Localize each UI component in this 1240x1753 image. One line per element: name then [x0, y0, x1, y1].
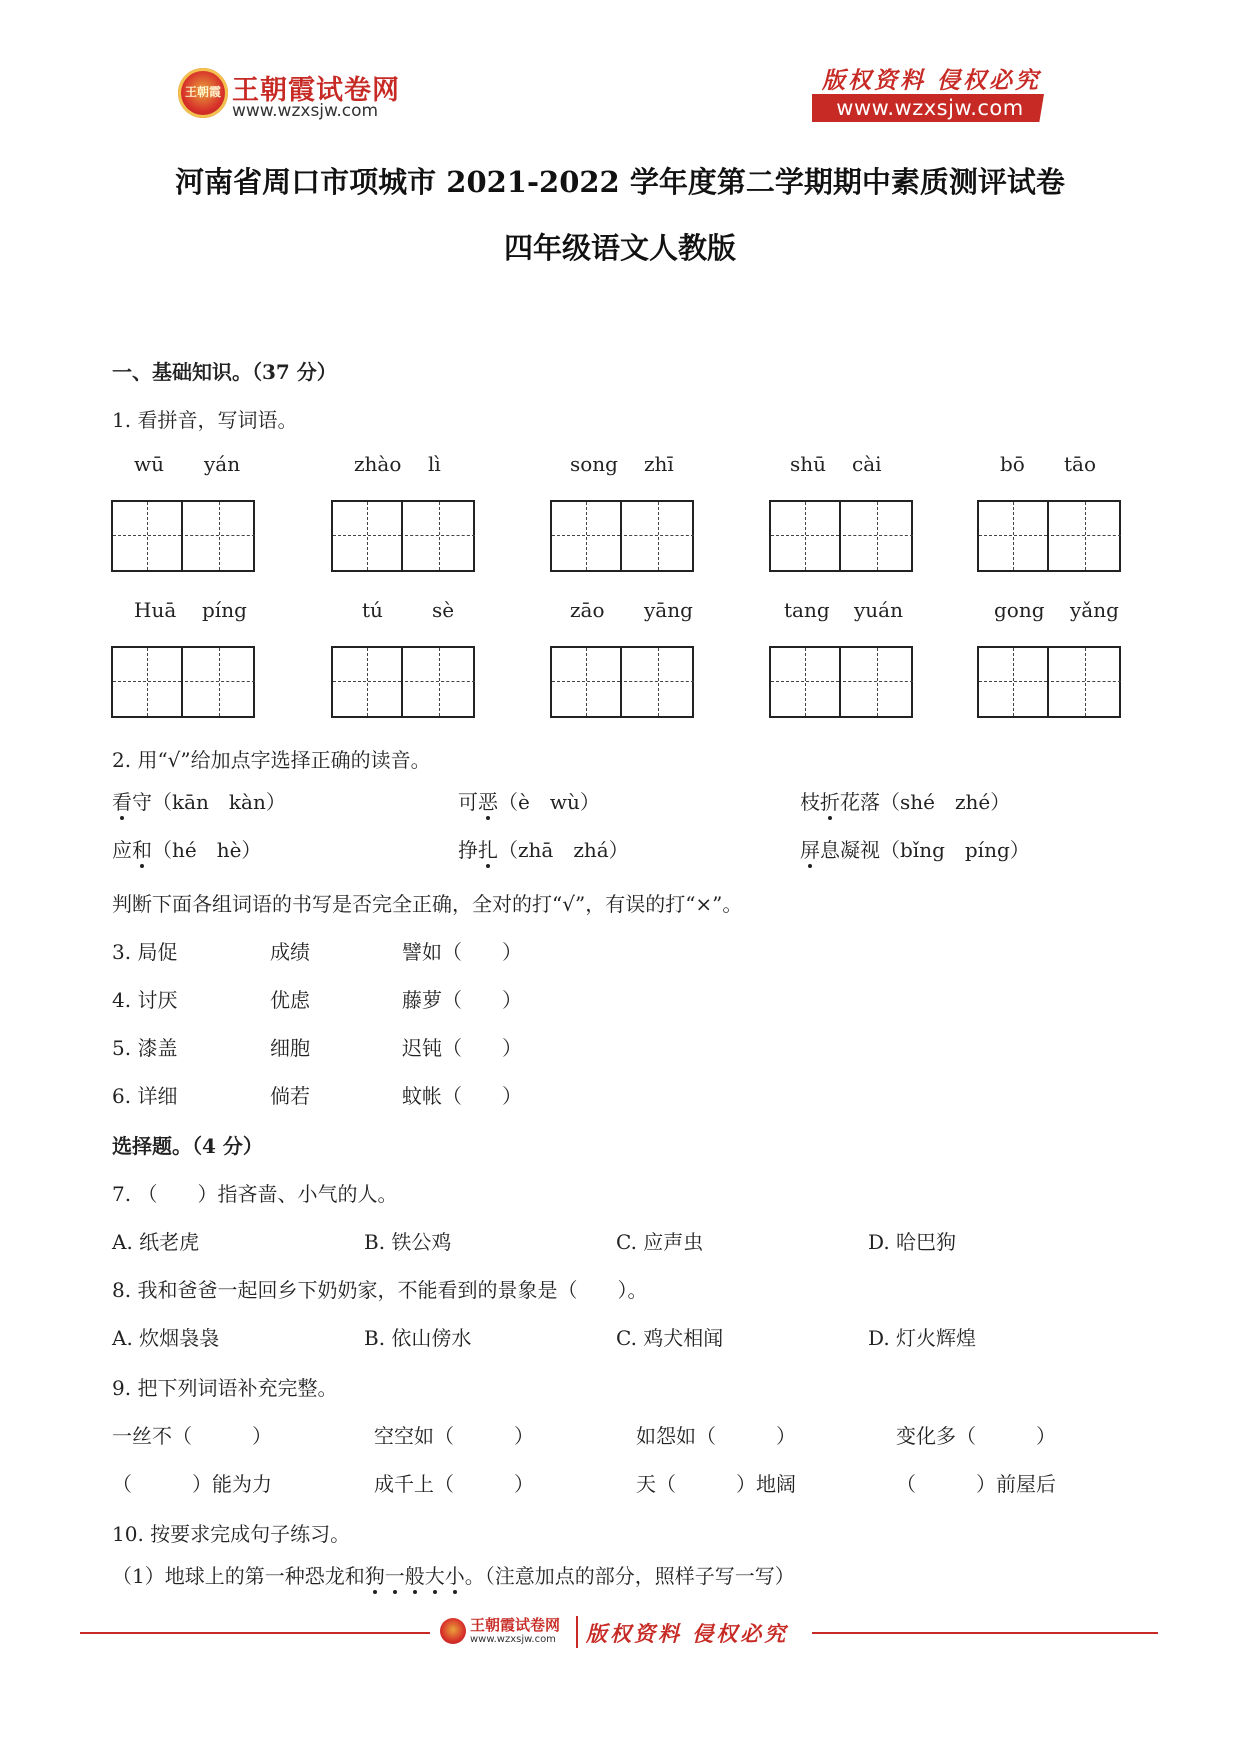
- pinyin: gong: [994, 598, 1045, 622]
- answer-grid[interactable]: [111, 646, 255, 718]
- answer-grid[interactable]: [550, 646, 694, 718]
- reading-option[interactable]: 看守（kān kàn）: [112, 786, 286, 815]
- idiom-blank[interactable]: 空空如（ ）: [374, 1424, 534, 1448]
- judge-answer-blank[interactable]: 蚊帐（ ）: [402, 1084, 522, 1108]
- logo-name: 王朝霞试卷网: [232, 75, 400, 106]
- reading-option[interactable]: 屏息凝视（bǐng píng）: [800, 834, 1030, 863]
- q7-option-d[interactable]: D. 哈巴狗: [868, 1230, 957, 1254]
- pinyin: zāo: [570, 598, 605, 622]
- logo-url[interactable]: www.wzxsjw.com: [232, 101, 379, 121]
- pinyin: tú: [362, 598, 383, 622]
- reading-option[interactable]: 可恶（è wù）: [458, 786, 600, 815]
- judge-answer-blank[interactable]: 迟钝（ ）: [402, 1036, 522, 1060]
- answer-grid[interactable]: [977, 646, 1121, 718]
- answer-grid[interactable]: [111, 500, 255, 572]
- idiom-blank[interactable]: （ ）能为力: [112, 1472, 272, 1496]
- idiom-blank[interactable]: （ ）前屋后: [896, 1472, 1056, 1496]
- pinyin: tang: [784, 598, 830, 622]
- pinyin: yuán: [854, 598, 903, 622]
- dotted-char: 看: [112, 786, 132, 815]
- idiom-blank[interactable]: 如怨如（ ）: [636, 1424, 796, 1448]
- pinyin: tāo: [1064, 452, 1097, 476]
- footer-logo-name: 王朝霞试卷网: [470, 1616, 561, 1634]
- answer-grid[interactable]: [331, 646, 475, 718]
- dotted-char: 扎: [478, 834, 498, 863]
- q8-question: 8. 我和爸爸一起回乡下奶奶家，不能看到的景象是（ ）。: [112, 1278, 648, 1302]
- answer-grid[interactable]: [550, 500, 694, 572]
- pinyin: yán: [204, 452, 241, 476]
- q1-prompt: 1. 看拼音，写词语。: [112, 408, 298, 432]
- page-subtitle: 四年级语文人教版: [503, 231, 736, 265]
- footer-separator: [576, 1616, 578, 1648]
- q7-option-a[interactable]: A. 纸老虎: [112, 1230, 200, 1254]
- footer-divider-right: [812, 1632, 1158, 1634]
- pinyin: lì: [428, 452, 441, 476]
- pinyin: zhào: [354, 452, 402, 476]
- logo-emblem-icon: 王朝霞: [178, 68, 228, 118]
- q7-option-b[interactable]: B. 铁公鸡: [364, 1230, 452, 1254]
- dotted-char: 屏: [800, 834, 820, 863]
- pinyin: shū: [790, 452, 827, 476]
- judge-word: 细胞: [270, 1036, 310, 1060]
- pinyin: yǎng: [1070, 598, 1119, 622]
- pinyin: bō: [1000, 452, 1025, 476]
- section-heading-choice: 选择题。（4 分）: [112, 1134, 263, 1158]
- pinyin: zhī: [644, 452, 674, 476]
- pinyin: wū: [134, 452, 164, 476]
- reading-option[interactable]: 应和（hé hè）: [112, 834, 261, 863]
- q7-question: 7. （ ）指吝啬、小气的人。: [112, 1182, 398, 1206]
- q2-prompt: 2. 用“√”给加点字选择正确的读音。: [112, 748, 431, 772]
- copyright-notice: 版权资料 侵权必究: [822, 67, 1042, 94]
- pinyin: píng: [202, 598, 247, 622]
- idiom-blank[interactable]: 变化多（ ）: [896, 1424, 1056, 1448]
- judge-item-number: 5. 漆盖: [112, 1036, 178, 1060]
- dotted-char: 一: [385, 1560, 405, 1589]
- dotted-char: 大: [425, 1560, 445, 1589]
- footer-logo-url[interactable]: www.wzxsjw.com: [470, 1634, 556, 1645]
- dotted-char: 小: [445, 1560, 465, 1589]
- pinyin: cài: [852, 452, 882, 476]
- page-title: 河南省周口市项城市 2021-2022 学年度第二学期期中素质测评试卷: [175, 165, 1065, 199]
- dotted-char: 恶: [478, 786, 498, 815]
- pinyin: yāng: [644, 598, 693, 622]
- pinyin: sè: [432, 598, 455, 622]
- dotted-char: 折: [820, 786, 840, 815]
- footer-copyright: 版权资料 侵权必究: [586, 1621, 789, 1646]
- dotted-char: 般: [405, 1560, 425, 1589]
- idiom-blank[interactable]: 天（ ）地阔: [636, 1472, 796, 1496]
- q8-option-a[interactable]: A. 炊烟袅袅: [112, 1326, 220, 1350]
- q7-option-c[interactable]: C. 应声虫: [616, 1230, 704, 1254]
- idiom-blank[interactable]: 一丝不（ ）: [112, 1424, 272, 1448]
- dotted-char: 和: [132, 834, 152, 863]
- judge-item-number: 3. 局促: [112, 940, 178, 964]
- judge-word: 优虑: [270, 988, 310, 1012]
- judge-answer-blank[interactable]: 譬如（ ）: [402, 940, 522, 964]
- pinyin: Huā: [134, 598, 177, 622]
- q8-option-c[interactable]: C. 鸡犬相闻: [616, 1326, 724, 1350]
- q9-prompt: 9. 把下列词语补充完整。: [112, 1376, 338, 1400]
- answer-grid[interactable]: [977, 500, 1121, 572]
- idiom-blank[interactable]: 成千上（ ）: [374, 1472, 534, 1496]
- dotted-char: 狗: [365, 1560, 385, 1589]
- q10-prompt: 10. 按要求完成句子练习。: [112, 1522, 351, 1546]
- answer-grid[interactable]: [769, 646, 913, 718]
- q8-option-b[interactable]: B. 依山傍水: [364, 1326, 472, 1350]
- footer-logo-icon: [440, 1618, 466, 1644]
- q10-sub1: （1）地球上的第一种恐龙和狗一般大小。（注意加点的部分，照样子写一写）: [112, 1560, 795, 1589]
- section-heading-basics: 一、基础知识。（37 分）: [112, 360, 337, 384]
- answer-grid[interactable]: [331, 500, 475, 572]
- pinyin: song: [570, 452, 618, 476]
- reading-option[interactable]: 挣扎（zhā zhá）: [458, 834, 629, 863]
- copyright-url[interactable]: www.wzxsjw.com: [836, 96, 1024, 120]
- judge-prompt: 判断下面各组词语的书写是否完全正确，全对的打“√”，有误的打“×”。: [112, 892, 743, 916]
- footer-divider-left: [80, 1632, 430, 1634]
- judge-answer-blank[interactable]: 藤萝（ ）: [402, 988, 522, 1012]
- judge-word: 倘若: [270, 1084, 310, 1108]
- judge-item-number: 4. 讨厌: [112, 988, 178, 1012]
- answer-grid[interactable]: [769, 500, 913, 572]
- reading-option[interactable]: 枝折花落（shé zhé）: [800, 786, 1010, 815]
- judge-word: 成绩: [270, 940, 310, 964]
- q8-option-d[interactable]: D. 灯火辉煌: [868, 1326, 977, 1350]
- judge-item-number: 6. 详细: [112, 1084, 178, 1108]
